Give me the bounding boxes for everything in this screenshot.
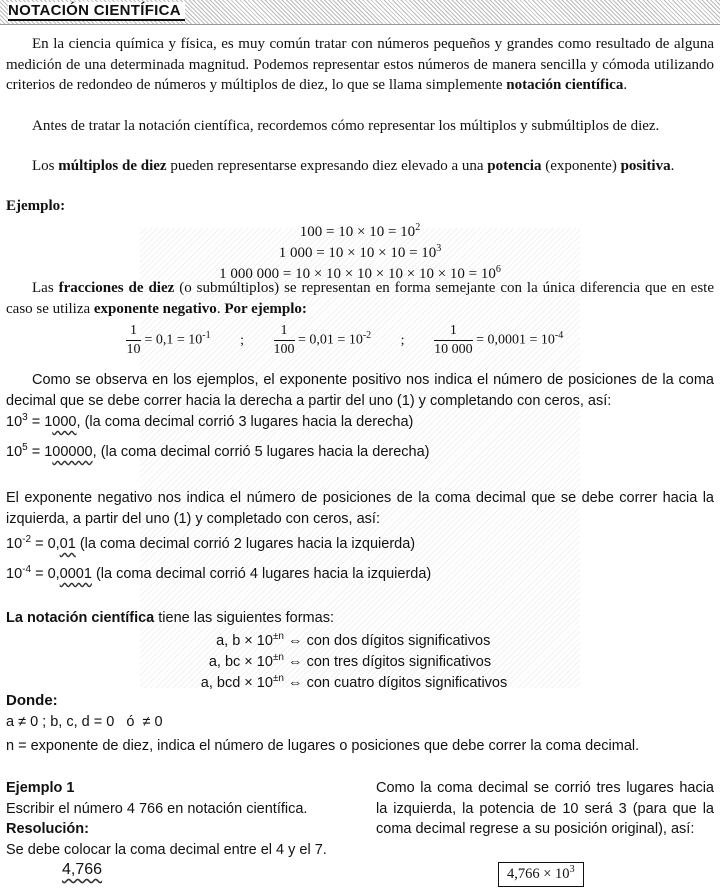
donde-label: Donde:	[6, 692, 58, 709]
example1-statement: Escribir el número 4 766 en notación científica.	[6, 800, 308, 817]
fraction-1: $\frac{1}{10}$	[126, 323, 141, 357]
resolution-text: Se debe colocar la coma decimal entre el 4 y el 7.	[6, 841, 327, 858]
multiple-3: 1 000 $000 = 10 \times 10 \times 10 \times 10 \times 10 \times 10 = 10^6$	[219, 264, 501, 282]
multiple-2: 1 $000 = 10 \times 10 \times 10 = 10^3$	[278, 243, 442, 261]
equivalence-icon: ⇔	[288, 654, 303, 670]
example1-left	[6, 778, 356, 881]
ejemplo-label: Ejemplo:	[6, 198, 66, 214]
multiples-definition: Los múltiplos de diez pueden representarse expresando diez elevado a una potencia (exponente) positiva.	[32, 158, 675, 174]
result-box: $4,766 \times 10^3$	[498, 862, 584, 887]
form-1: a, $b \times 10^{\pm n}$ ⇔ con dos dígitos significativos	[216, 631, 491, 649]
intro-paragraph: En la ciencia química y física, es muy común tratar con números pequeños y grandes como resultado de alguna medición de una determinada magnitud. Podemos representar estos números de manera sencilla y cómoda utilizando criterios de redondeo de números y múltiplos de diez, lo que se llama simplemente notación científica.	[6, 36, 714, 93]
fraction-examples: $\frac{1}{10}$ = $0,1 = 10^{-1}$ ; $\frac{1}{100}$ = $0,01 = 10^{-2}$ ; $\frac{1}{10 000}$ = $0,0001 = 10^{-4}$	[126, 323, 564, 357]
page-title: NOTACIÓN CIENTÍFICA	[8, 2, 185, 21]
fractions-paragraph: Las fracciones de diez (o submúltiplos) se representan en forma semejante con la única diferencia que en este caso se utiliza exponente negativo. Por ejemplo:	[6, 280, 714, 317]
forms-intro: La notación científica tiene las siguientes formas:	[6, 610, 334, 626]
equivalence-icon: ⇔	[288, 633, 303, 649]
positive-example-2: $10^5 = 100000$, (la coma decimal corrió 5 lugares hacia la derecha)	[6, 442, 430, 460]
positive-example-1: $10^3 = 1000$, (la coma decimal corrió 3 lugares hacia la derecha)	[6, 412, 414, 430]
example1-explanation: Como la coma decimal se corrió tres lugares hacia la izquierda, la potencia de 10 será 3 (para que la coma decimal regrese a su posición original), así:	[376, 780, 714, 837]
donde-conditions: a ≠ 0 ; b, c, d = 0 ó ≠ 0	[6, 714, 163, 730]
form-2: a, bc × $10^{\pm n}$ ⇔ con tres dígitos significativos	[208, 652, 492, 670]
multiple-1: $100 = 10 \times 10 = 10^2$	[299, 222, 421, 240]
donde-definition: n = exponente de diez, indica el número de lugares o posiciones que debe correr la coma decimal.	[6, 738, 640, 754]
header-divider	[0, 24, 720, 25]
example1-right	[376, 778, 714, 840]
equivalence-icon: ⇔	[288, 675, 303, 691]
multiples-intro: Antes de tratar la notación científica, recordemos cómo representar los múltiplos y submúltiplos de diez.	[32, 118, 660, 134]
fraction-2: $\frac{1}{100}$	[273, 323, 295, 357]
form-3: a, bcd × $10^{\pm n}$ ⇔ con cuatro dígitos significativos	[200, 673, 508, 691]
example1-label: Ejemplo 1	[6, 780, 75, 796]
positive-exponent-paragraph: Como se observa en los ejemplos, el exponente positivo nos indica el número de posiciones de la coma decimal que se debe correr hacia la derecha a partir del uno (1) y completando con ceros, así:	[6, 372, 714, 409]
fraction-3: $\frac{1}{10 000}$	[434, 323, 473, 357]
negative-example-1: $10^{-2} = 0,01$ (la coma decimal corrió 2 lugares hacia la izquierda)	[6, 534, 416, 552]
multiples-examples	[140, 222, 580, 285]
number-with-comma: 4,766	[62, 861, 103, 878]
forms-list	[188, 631, 507, 694]
resolution-label: Resolución:	[6, 821, 89, 837]
negative-example-2: $10^{-4} = 0,0001$ (la coma decimal corrió 4 lugares hacia la izquierda)	[6, 564, 432, 582]
negative-exponent-paragraph: El exponente negativo nos indica el número de posiciones de la coma decimal que se debe correr hacia la izquierda, a partir del uno (1) y completado con ceros, así:	[6, 490, 714, 527]
